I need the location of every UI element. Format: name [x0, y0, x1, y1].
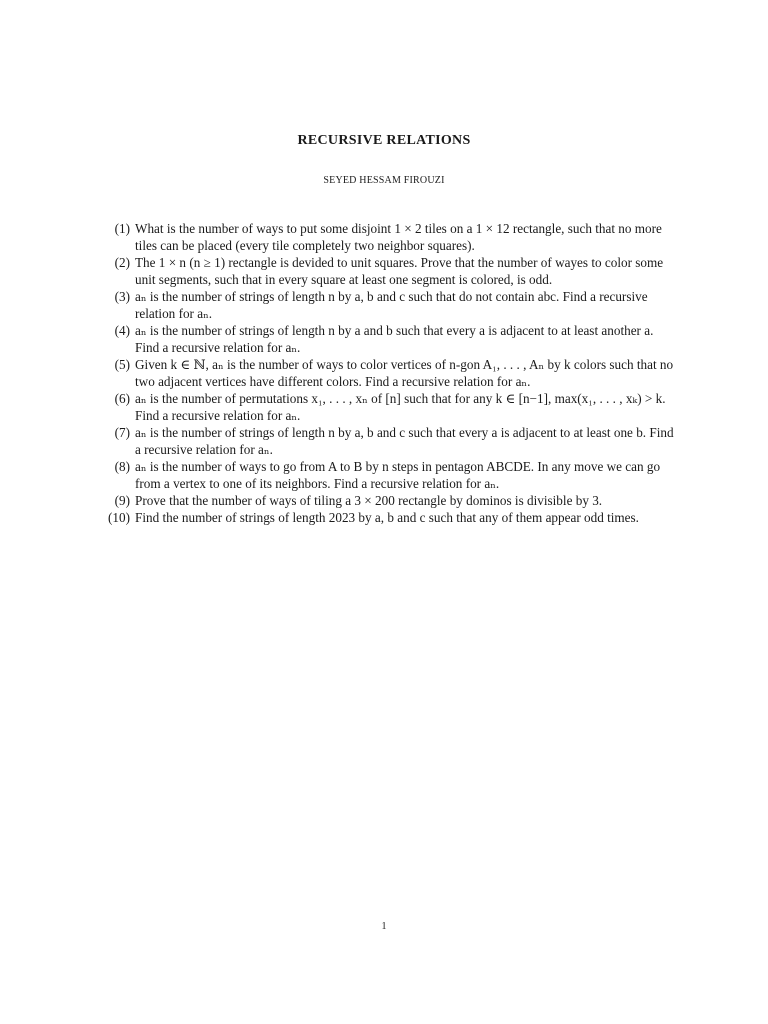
problem-text: aₙ is the number of ways to go from A to B by n steps in pentagon ABCDE. In any move we can go from a vertex to one of its neighbors. Find a recursive relation for aₙ. [135, 459, 661, 491]
problem-number: (3) [114, 289, 130, 304]
problem-item [100, 288, 680, 322]
problem-item [100, 254, 680, 288]
problem-number: (10) [108, 510, 130, 525]
problem-text: aₙ is the number of strings of length n by a, b and c such that every a is adjacent to at least one b. Find a recursive relation for aₙ. [135, 425, 674, 457]
problem-number: (7) [114, 425, 130, 440]
problem-text: aₙ is the number of strings of length n by a and b such that every a is adjacent to at least another a. Find a recursive relation for aₙ. [135, 323, 654, 355]
problem-text: aₙ is the number of permutations x₁, . . . , xₙ of [n] such that for any k ∈ [n−1], max(x₁, . . . , xₖ) > k. Find a recursive relation for aₙ. [135, 391, 666, 423]
problem-text: Find the number of strings of length 2023 by a, b and c such that any of them appear odd times. [135, 510, 639, 525]
problem-number: (6) [114, 391, 130, 406]
paper-title: RECURSIVE RELATIONS [297, 133, 471, 148]
problem-item [100, 458, 680, 492]
problem-item [100, 356, 680, 390]
problem-text: aₙ is the number of strings of length n by a, b and c such that do not contain abc. Find a recursive relation for aₙ. [135, 289, 648, 321]
problem-text: Prove that the number of ways of tiling a 3 × 200 rectangle by dominos is divisible by 3. [135, 493, 603, 508]
problem-number: (1) [114, 221, 130, 236]
problem-item [100, 322, 680, 356]
problem-item [100, 220, 680, 254]
problem-item [100, 509, 680, 526]
problem-item [100, 424, 680, 458]
problem-number: (5) [114, 357, 130, 372]
problem-number: (9) [114, 493, 130, 508]
problem-item [100, 390, 680, 424]
problem-number: (4) [114, 323, 130, 338]
author-name: SEYED HESSAM FIROUZI [323, 175, 445, 186]
problem-number: (2) [114, 255, 130, 270]
problem-item [100, 492, 680, 509]
problem-number: (8) [114, 459, 130, 474]
problem-text: What is the number of ways to put some disjoint 1 × 2 tiles on a 1 × 12 rectangle, such that no more tiles can be placed (every tile completely two neighbor squares). [135, 221, 662, 253]
problem-list [100, 220, 680, 526]
problem-text: Given k ∈ ℕ, aₙ is the number of ways to color vertices of n-gon A₁, . . . , Aₙ by k colors such that no two adjacent vertices have different colors. Find a recursive relation for aₙ. [135, 357, 674, 389]
problem-text: The 1 × n (n ≥ 1) rectangle is devided to unit squares. Prove that the number of wayes to color some unit segments, such that in every square at least one segment is colored, is odd. [135, 255, 664, 287]
page-number: 1 [381, 921, 387, 932]
